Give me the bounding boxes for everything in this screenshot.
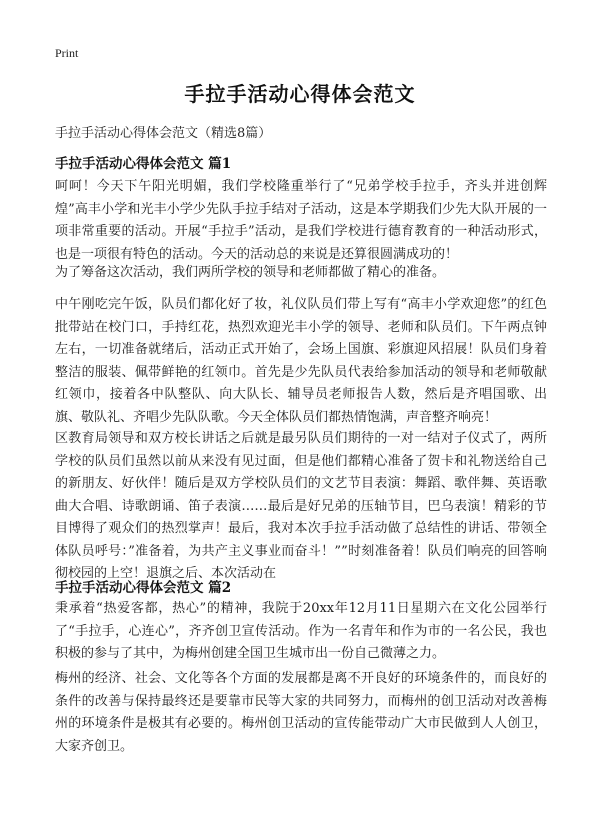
paragraph: 为了筹备这次活动，我们两所学校的领导和老师都做了精心的准备。 bbox=[55, 265, 446, 280]
print-link[interactable]: Print bbox=[55, 46, 79, 60]
page-title: 手拉手活动心得体会范文 bbox=[184, 82, 416, 106]
paragraph: 中午刚吃完午饭，队员们都化好了妆，礼仪队员们带上写有“高丰小学欢迎您”的红色批带站在校门口，手持红花，热烈欢迎光丰小学的领导、老师和队员们。下午两点钟左右，一切准备就绪后，活动正式开始了，会场上国旗、彩旗迎风招展！队员们身着整洁的服装、佩带鲜艳的红领巾。首先是少先队员代表给参加活动的领导和老师敬献红领巾，接着各中队整队、向大队长、辅导员老师报告人数，然后是齐唱国歌、出旗、敬队礼、齐唱少先队队歌。今天全体队员们都热情饱满，声音整齐响亮！ bbox=[55, 297, 547, 425]
section-heading-2: 手拉手活动心得体会范文 篇2 bbox=[55, 580, 232, 596]
section-heading-1: 手拉手活动心得体会范文 篇1 bbox=[55, 156, 232, 172]
paragraph: 梅州的经济、社会、文化等各个方面的发展都是离不开良好的环境条件的，而良好的条件的改善与保持最终还是要靠市民等大家的共同努力，而梅州的创卫活动对改善梅州的环境条件是极其有必要的。梅州创卫活动的宣传能带动广大市民做到人人创卫，大家齐创卫。 bbox=[55, 671, 547, 754]
paragraph: 区教育局领导和双方校长讲话之后就是最另队员们期待的一对一结对子仪式了，两所学校的队员们虽然以前从来没有见过面，但是他们都精心准备了贺卡和礼物送给自己的新朋友、好伙伴！随后是双方学校队员们的文艺节目表演：舞蹈、歌伴舞、英语歌曲大合唱、诗歌朗诵、笛子表演……最后是好兄弟的压轴节目，巴乌表演！精彩的节目博得了观众们的热烈掌声！最后，我对本次手拉手活动做了总结性的讲话、带领全体队员呼号：”准备着，为共产主义事业而奋斗！””时刻准备着！队员们响亮的回答响彻校园的上空！退旗之后、本次活动在 bbox=[55, 431, 547, 581]
page-subtitle: 手拉手活动心得体会范文（精选8篇） bbox=[55, 126, 272, 141]
paragraph: 呵呵！今天下午阳光明媚，我们学校隆重举行了“兄弟学校手拉手，齐头并进创辉煌”高丰小学和光丰小学少先队手拉手结对子活动，这是本学期我们少先大队开展的一项非常重要的活动。开展“手拉手”活动，是我们学校进行德育教育的一种活动形式，也是一项很有特色的活动。今天的活动总的来说是还算很圆满成功的！ bbox=[55, 179, 547, 262]
paragraph: 秉承着“热爱客都，热心”的精神，我院于20xx年12月11日星期六在文化公园举行了“手拉手，心连心”，齐齐创卫宣传活动。作为一名青年和作为市的一名公民，我也积极的参与了其中，为梅州创建全国卫生城市出一份自己微薄之力。 bbox=[55, 601, 547, 661]
